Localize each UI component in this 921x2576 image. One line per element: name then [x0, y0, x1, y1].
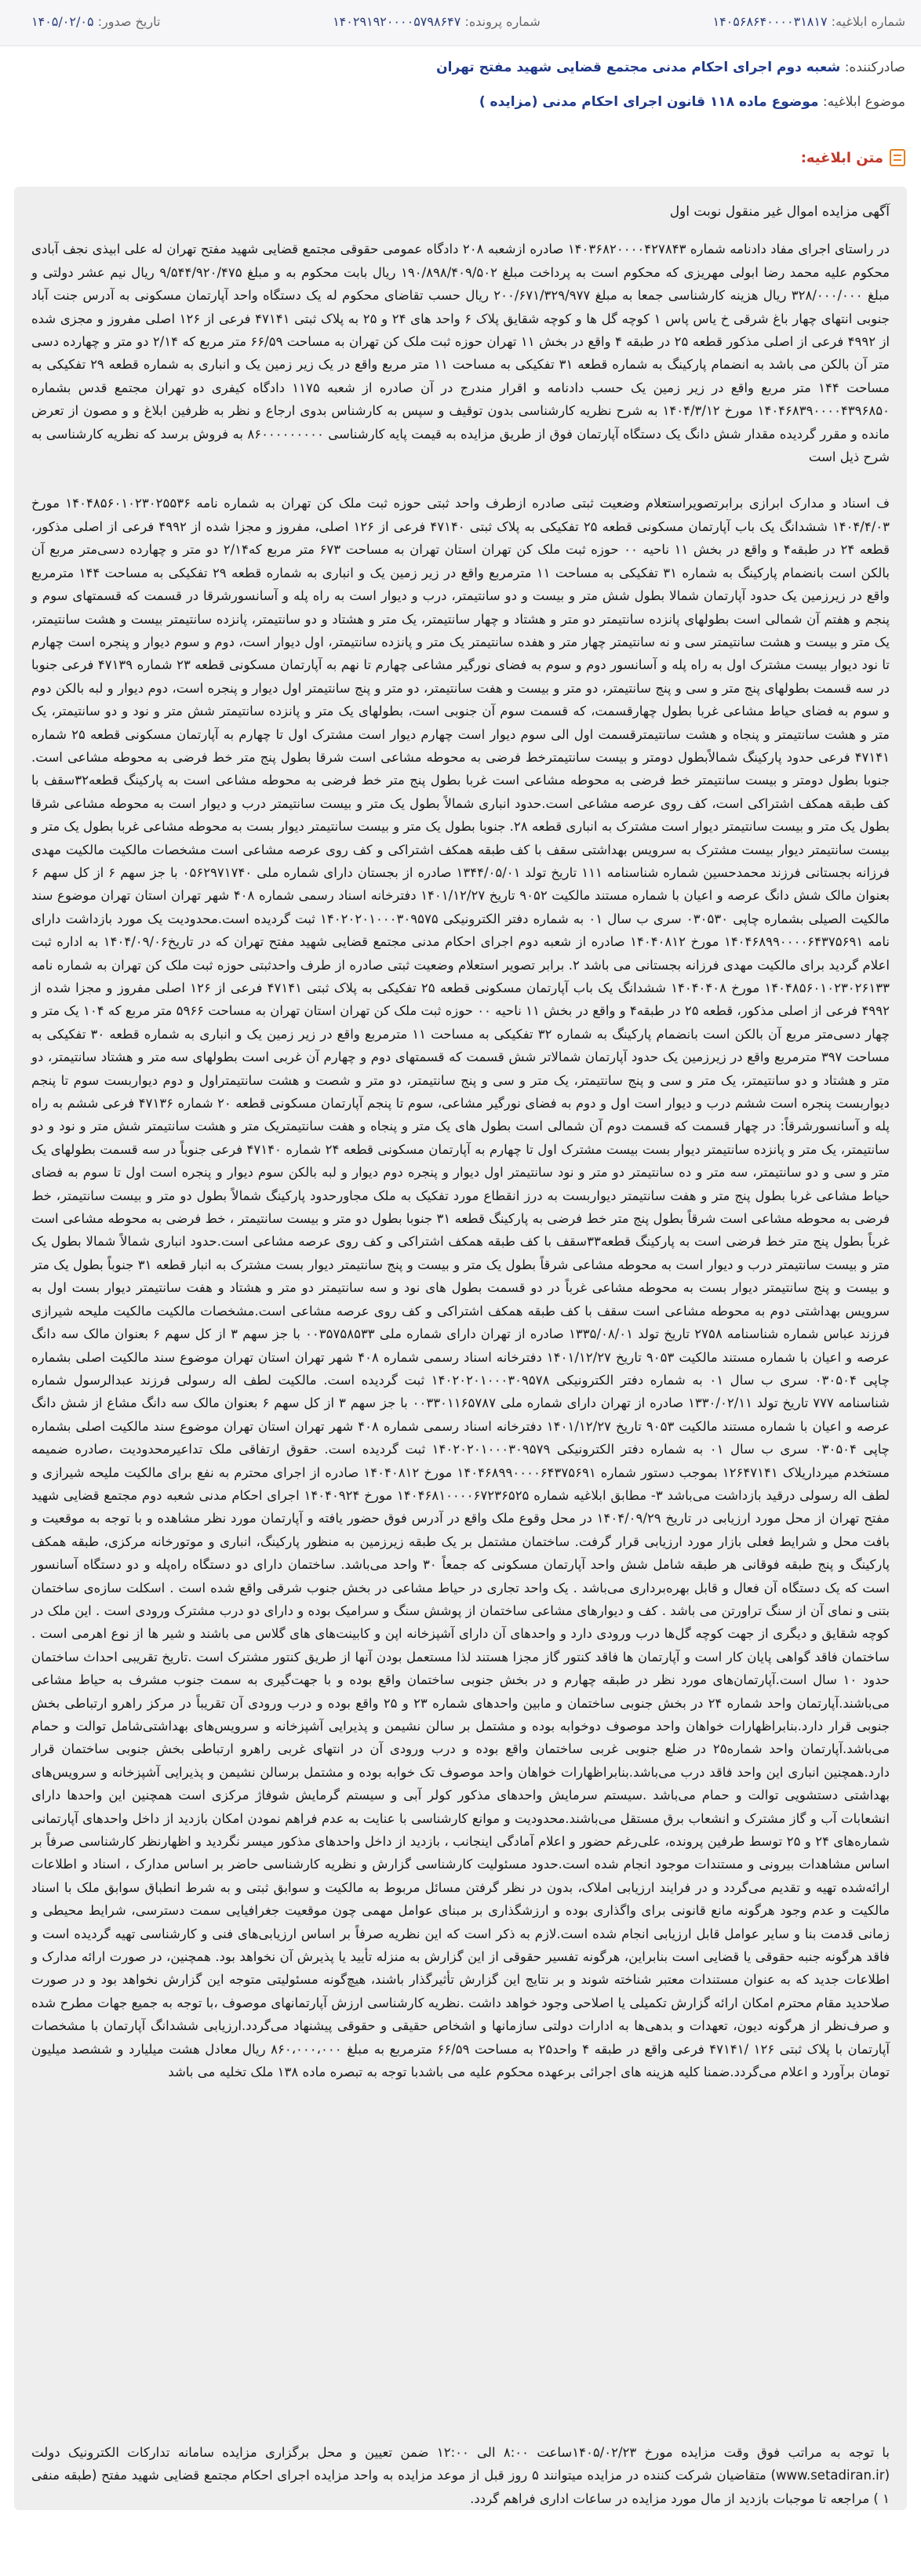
- case-number-value: ۱۴۰۲۹۱۹۲۰۰۰۰۵۷۹۸۶۴۷: [333, 14, 461, 29]
- subject-label: موضوع ابلاغیه:: [822, 94, 905, 110]
- issuer-value: شعبه دوم اجرای احکام مدنی مجتمع قضایی شهید مفتح تهران: [436, 60, 841, 75]
- issuer-line: [436, 60, 905, 75]
- issue-date: [31, 14, 160, 29]
- issue-date-value: ۱۴۰۵/۰۲/۰۵: [31, 14, 94, 29]
- notice-number-label: شماره ابلاغیه:: [831, 14, 905, 29]
- notice-body-card: [14, 187, 907, 2510]
- document-icon: [890, 149, 905, 166]
- subject-line: [479, 94, 905, 110]
- paragraph-2: ف اسناد و مدارک ابرازی برابرتصویراستعلام وضعیت ثبتی صادره ازطرف واحد ثبتی حوزه ثبت ملک کن تهران به شماره نامه ۱۴۰۴۸۵۶۰۱۰۲۳۰۲۵۵۳۶ مورخ ۱۴۰۴/۴/۰۳ ششدانگ یک باب آپارتمان مسکونی قطعه ۲۵ تفکیکی به پلاک ثبتی ۴۷۱۴۰ فرعی از ۱۲۶ اصلی، مفروز و مجزا شده از ۴۹۹۲ فرعی از اصلی مذکور، قطعه ۲۴ در طبقه۴ و واقع در بخش ۱۱ ناحیه ۰۰ حوزه ثبت ملک کن تهران استان تهران به مساحت ۶۷۳ متر مربع که۲/۱۴ دو متر و چهارده دسی‌متر مربع آن بالکن است بانضمام پارکینگ به شماره ۳۱ تفکیکی به مساحت ۱۱ مترمربع واقع در زیر زمین یک و انباری به شماره قطعه ۲۹ تفکیکی به مساحت ۱۴۴ مترمربع واقع در زیرزمین یک حدود آپارتمان شمالا بطول شش متر و بیست و دو سانتیمتر، درب و دیوار است به راه پله و آسانسورشرقا در قسمت که قسمتهای سوم و پنجم و هفتم آن شمالی است بطولهای پانزده سانتیمتر دو متر و هشتاد و چهار سانتیمتر، یک متر و هشتاد و دو سانتیمتر، پانزده سانتیمتر بیست و هشت سانتیمتر، یک متر و بیست و هشت سانتیمتر سی و نه سانتیمتر چهار متر و هفده سانتیمتر یک متر و پانزده سانتیمتر، اول دیوار است، دوم و سوم دیوار و پنجره است چهارم تا نود دیوار بیست مشترک اول به راه پله و آسانسور دوم و سوم به فضای نورگیر مشاعی چهارم تا نهم به آپارتمان مسکونی قطعه ۲۳ شماره ۴۷۱۳۹ فرعی جنوبا در سه قسمت بطولهای پنج متر و سی و پنج سانتیمتر، دو متر و بیست و هفت سانتیمتر، دو متر و پنج سانتیمتر اول دیوار و پنجره است، دوم دیوار و لبه بالکن دوم و سوم به فضای حیاط مشاعی غربا بطول چهارقسمت، که قسمت سوم آن جنوبی است، بطولهای یک متر و پانزده سانتیمتر شش متر و نود و دو سانتیمتر، یک متر و هشت سانتیمتر و پنجاه و هشت سانتیمترقسمت اول الی سوم دیوار است چهارم دیوار است مشترک اول تا چهارم به آپارتمان مسکونی قطعه ۲۵ شماره ۴۷۱۴۱ فرعی حدود پارکینگ شمالاًبطول دومتر و بیست سانتیمترخط فرضی به محوطه مشاعی است شرقا بطول پنج متر خط فرضی به محوطه مشاعی است. جنوبا بطول دومتر و بیست سانتیمتر خط فرضی به محوطه مشاعی است غربا بطول پنج متر خط فرضی به محوطه مشاعی است به پارکینگ قطعه۳۲سقف با کف طبقه همکف اشتراکی است، کف روی عرصه مشاعی است.حدود انباری شمالاً بطول یک متر و بیست سانتیمتر درب و دیوار است به محوطه مشاعی شرقا بطول یک متر و بیست سانتیمتر دیوار است مشترک به انباری قطعه ۲۸. جنوبا بطول یک متر و بیست سانتیمتر دیوار بست به محوطه مشاعی غربا بطول یک متر و بیست سانتیمتر دیوار بیست مشترک به سرویس بهداشتی سقف با کف طبقه همکف اشتراکی و کف روی عرصه مشاعی است مشخصات مالکیت مالکیت مهدی فرزانه بجستانی فرزند محمدحسین شماره شناسنامه ۱۱۱ تاریخ تولد ۱۳۴۴/۰۵/۰۱ صادره از بجستان دارای شماره ملی ۰۵۶۲۹۷۱۷۴۰ با جز سهم ۶ از کل سهم ۶ بعنوان مالک شش دانگ عرصه و اعیان با شماره مستند مالکیت ۹۰۵۲ تاریخ ۱۴۰۱/۱۲/۲۷ دفترخانه اسناد رسمی شماره ۴۰۸ شهر تهران استان تهران موضوع سند مالکیت الصیلی بشماره چاپی ۰۳۰۵۳۰ سری ب سال ۰۱ به شماره دفتر الکترونیکی ۱۴۰۲۰۲۰۱۰۰۰۳۰۹۵۷۵ ثبت گردیده است.محدودیت یک مورد بازداشت دارای نامه ۱۴۰۴۶۸۹۹۰۰۰۰۶۴۳۷۵۶۹۱ مورخ ۱۴۰۴۰۸۱۲ صادره از شعبه دوم اجرای احکام مدنی مجتمع قضایی شهید مفتح تهران که در تاریخ۱۴۰۴/۰۹/۰۶ به اداره ثبت اعلام گردید برای مالکیت مهدی فرزانه بجستانی می باشد ۲. برابر تصویر استعلام وضعیت ثبتی صادره از طرف واحدثبتی حوزه ثبت ملک کن تهران به شماره نامه ۱۴۰۴۸۵۶۰۱۰۲۳۰۲۶۱۳۳ مورخ ۱۴۰۴۰۴۰۸ ششدانگ یک باب آپارتمان مسکونی قطعه ۲۵ تفکیکی به پلاک ثبتی ۴۷۱۴۱ فرعی از ۱۲۶ اصلی مفروز و مجزا شده از ۴۹۹۲ فرعی از اصلی مذکور، قطعه ۲۵ در طبقه۴ و واقع در بخش ۱۱ ناحیه ۰۰ حوزه ثبت ملک کن تهران استان تهران به مساحت ۵۹۶۶ متر مربع که ۱۰۴ یک متر و چهار دسی‌متر مربع آن بالکن است بانضمام پارکینگ به شماره ۳۲ تفکیکی به مساحت ۱۱ مترمربع واقع در زیر زمین یک و انباری به شماره قطعه ۳۰ تفکیکی به مساحت ۳۹۷ مترمربع واقع در زیرزمین یک حدود آپارتمان شمالاتر شش قسمت که قسمتهای دوم و چهارم آن غربی است بطولهای سه متر و هشتاد سانتیمتر، دو متر و هشتاد و دو سانتیمتر، یک متر و سی و پنج سانتیمتر، یک متر و سی و پنج سانتیمتر، دو متر و شصت و هشت سانتیمتراول و دوم دیواربست سوم تا پنجم دیواربست پنجره است ششم درب و دیوار است اول و دوم به فضای نورگیر مشاعی، سوم تا پنجم آپارتمان مسکونی قطعه ۲۰ شماره ۴۷۱۳۶ فرعی ششم به راه پله و آسانسورشرقاً: در چهار قسمت که قسمت دوم آن شمالی است بطول های یک متر و پنجاه و هفت سانتیمتریک متر و هشت سانتیمتر شش متر و نود و دو سانتیمتر، یک متر و پانزده سانتیمتر دیوار بست بیست مشترک اول تا چهارم به آپارتمان مسکونی قطعه ۲۴ شماره ۴۷۱۴۰ فرعی جنوباً در سه قسمت بطولهای یک متر و سی و دو سانتیمتر، سه متر و ده سانتیمتر دو متر و نود سانتیمتر اول دیوار و پنجره دوم دیوار و لبه بالکن سوم دیوار و پنجره است اول تا سوم به فضای حیاط مشاعی غربا بطول پنج متر و هفت سانتیمتر دیواربست به درز انقطاع مورد تفکیک به ملک مجاورحدود پارکینگ شمالاً بطول دو متر و بیست سانتیمتر، خط فرضی به محوطه مشاعی است شرقاً بطول پنج متر خط فرضی به پارکینگ قطعه ۳۱ جنوبا بطول دو متر و بیست سانتیمتر ، خط فرضی به محوطه مشاعی است غرباً بطول پنج متر خط فرضی است به پارکینگ قطعه۳۳سقف با کف طبقه همکف اشتراکی و کف روی عرصه مشاعی است.حدود انباری شمالاً شمالا بطول یک متر و بیست سانتیمتر درب و دیوار است به محوطه مشاعی شرقاً بطول یک متر و بیست و پنج سانتیمتر دیوار بست مشترک به انبار قطعه ۳۱ جنوباً بطول یک متر و بیست و پنج سانتیمتر دیوار بست به محوطه مشاعی غرباً در دو قسمت بطول های نود و سه سانتیمتر دو متر و هشتاد و هفت سانتیمتر دیوار بست اول به سرویس بهداشتی دوم به محوطه مشاعی است سقف با کف طبقه همکف اشتراکی و کف روی عرصه مشاعی است.مشخصات مالکیت مالکیت ملیحه شیرازی فرزند عباس شماره شناسنامه ۲۷۵۸ تاریخ تولد ۱۳۳۵/۰۸/۰۱ صادره از تهران دارای شماره ملی ۰۰۳۵۷۵۸۵۳۳ با جز سهم ۳ از کل سهم ۶ بعنوان مالک سه دانگ عرصه و اعیان با شماره مستند مالکیت ۹۰۵۳ تاریخ ۱۴۰۱/۱۲/۲۷ دفترخانه اسناد رسمی شماره ۴۰۸ شهر تهران استان تهران موضوع سند مالکیت اصلی بشماره چاپی ۰۳۰۵۰۴ سری ب سال ۰۱ به شماره دفتر الکترونیکی ۱۴۰۲۰۲۰۱۰۰۰۳۰۹۵۷۸ ثبت گردیده است. مالکیت لطف اله رسولی فرزند عبدالرسول شماره شناسنامه ۷۷۷ تاریخ تولد ۱۳۳۰/۰۲/۱۱ صادره از تهران دارای شماره ملی ۰۰۳۳۰۱۱۶۵۷۸۷ با جز سهم ۳ از کل سهم ۶ بعنوان مالک سه دانگ مشاع از شش دانگ عرصه و اعیان با شماره مستند مالکیت ۹۰۵۳ تاریخ ۱۴۰۱/۱۲/۲۷ دفترخانه اسناد رسمی شماره ۴۰۸ شهر تهران استان تهران موضوع سند مالکیت اصلی بشماره چاپی ۰۳۰۵۰۴ سری ب سال ۰۱ به شماره دفتر الکترونیکی ۱۴۰۲۰۲۰۱۰۰۰۳۰۹۵۷۹ ثبت گردیده است. حقوق ارتفاقی ملک تداعیرمحدودیت ،صادره ضمیمه مستخدم میرداریلاک ۱۲۶۴۷۱۴۱ بموجب دستور شماره ۱۴۰۴۶۸۹۹۰۰۰۰۶۴۳۷۵۶۹۱ مورخ ۱۴۰۴۰۸۱۲ صادره از اجرای محترم به نفع برای مالکیت ملیحه شیرازی و لطف اله رسولی درقید بازداشت می‌باشد ۳- مطابق ابلاغیه شماره ۱۴۰۴۶۸۱۰۰۰۰۶۷۲۳۶۵۲۵ مورخ ۱۴۰۴۰۹۲۴ اجرای احکام مدنی شعبه دوم مجتمع قضایی شهید مفتح تهران از محل مورد ارزیابی در تاریخ ۱۴۰۴/۰۹/۲۹ در محل وقوع ملک واقع در آدرس فوق حضور یافته و آپارتمان مورد نظر مشاهده و با توجه به موقعیت و بافت محل و شرایط فعلی بازار مورد ارزیابی قرار گرفت. ساختمان مشتمل بر یک طبقه زیرزمین به منظور پارکینگ، انباری و موتورخانه مرکزی، طبقه همکف پارکینگ و پنج طبقه فوقانی هر طبقه شامل شش واحد آپارتمان مسکونی که جمعاً ۳۰ واحد می‌باشد. ساختمان دارای دو دستگاه راه‌پله و دو دستگاه آسانسور است که یک دستگاه آن فعال و قابل بهره‌برداری می‌باشد . یک واحد تجاری در حیاط مشاعی در بخش جنوب شرقی واقع شده است . اسکلت سازه‌ی ساختمان بتنی و نمای آن از سنگ تراورتن می باشد . کف و دیوارهای مشاعی ساختمان از پوشش سنگ و سرامیک بوده و دارای دو درب مشترک ورودی است . این ملک در کوچه شقایق و دیگری از جهت کوچه گل‌ها درب ورودی دارد و واحدهای آن دارای آشپزخانه اپن و کابینت‌های های گلاس می باشند و شیر ها از نوع اهرمی است . ساختمان فاقد گواهی پایان کار است و آپارتمان ها فاقد کنتور گاز مجزا هستند لذا مستعمل بودن آنها از طریق کنتور مشترک است .تاریخ تقریبی احداث ساختمان حدود ۱۰ سال است.آپارتمان‌های مورد نظر در طبقه چهارم و در بخش جنوبی ساختمان واقع بوده و با جهت‌گیری به سمت جنوب مشرف به حیاط مشاعی می‌باشند.آپارتمان واحد شماره ۲۴ در بخش جنوبی ساختمان و مابین واحدهای شماره ۲۳ و ۲۵ واقع بوده و درب ورودی آن تقریباً در مرکز راهرو ارتباطی بخش جنوبی قرار دارد.بنابراظهارات خواهان واحد موصوف دوخوابه بوده و مشتمل بر سالن نشیمن و پذیرایی آشپزخانه و سرویس‌های بهداشتی‌شامل توالت و حمام می‌باشد.آپارتمان واحد شماره۲۵ در ضلع جنوبی‌ غربی ساختمان واقع بوده و درب ورودی آن در انتهای غربی راهرو ارتباطی بخش جنوبی ساختمان قرار دارد.همچنین انباری این واحد فاقد درب می‌باشد.بنابراظهارات خواهان واحد موصوف تک خوابه بوده و مشتمل برسالن نشیمن و پذیرایی آشپزخانه و سرویس‌های بهداشتی دستشویی توالت و حمام می‌باشد .سیستم سرمایش واحدهای مذکور کولر آبی و سیستم گرمایش شوفاژ مرکزی است همچنین این واحدها دارای انشعابات آب و گاز مشترک و انشعاب برق مستقل می‌باشند.محدودیت و موانع کارشناسی با عنایت به عدم فراهم نمودن امکان بازدید از داخل واحدهای آپارتمانی شماره‌های ۲۴ و ۲۵ توسط طرفین پرونده، علی‌رغم حضور و اعلام آمادگی اینجانب ، بازدید از داخل واحدهای مذکور میسر نگردید و اظهارنظر کارشناسی صرفاً بر اساس مشاهدات بیرونی و مستندات موجود انجام شده است.حدود مسئولیت کارشناسی گزارش و نظریه کارشناسی حاضر بر اساس مدارک ، اسناد و اطلاعات ارائه‌شده تهیه و تقدیم می‌گردد و در فرایند ارزیابی املاک، بدون در نظر گرفتن مسائل مربوط به مالکیت و سوابق ثبتی و به شرط انطباق سوابق ملک با اسناد مالکیت و عدم وجود هرگونه مانع قانونی برای واگذاری بوده و ارزشگذاری بر مبنای عوامل مهمی چون موقعیت جغرافیایی سمت دسترسی، شرایط محیطی و زمانی قدمت بنا و سایر عوامل قابل ارزیابی انجام شده است.لازم به ذکر است که این نظریه صرفاً بر اساس ارزیابی‌های فنی و کارشناسی تهیه گردیده است و فاقد هرگونه جنبه حقوقی یا قضایی است بنابراین، هرگونه تفسیر حقوقی از این گزارش به منزله تأیید یا پذیرش آن نخواهد بود. همچنین، در صورت ارائه مدارک و اطلاعات جدید که به عنوان مستندات معتبر شناخته شوند و بر نتایج این گزارش تأثیرگذار باشند، هیچ‌گونه مسئولیتی متوجه این گزارش نخواهد بود و در صورت صلاحدید مقام محترم امکان ارائه گزارش تکمیلی یا اصلاحی وجود خواهد داشت .نظریه کارشناسی ارزش آپارتمانهای موصوف ،با توجه به جمیع جهات مطرح شده و صرف‌نظر از هرگونه دیون، تعهدات و بدهی‌ها به ادارات دولتی سازمانها و اشخاص حقیقی و حقوقی پیشنهاد می‌گردد.ارزیابی ششدانگ آپارتمان با مشخصات آپارتمان با پلاک ثبتی ۱۲۶ /۴۷۱۴۱ فرعی واقع در طبقه ۴ واحد۲۵ به مساحت ۶۶/۵۹ مترمربع به مبلغ ۸۶۰،۰۰۰،۰۰۰ ریال معادل هشت میلیارد و ششصد میلیون تومان برآورد و اعلام می‌گردد.ضمنا کلیه هزینه های اجرائی برعهده محکوم علیه می باشدبا توجه به تبصره ماده ۱۳۸ ملک تخلیه می باشد: [31, 496, 890, 2080]
- notice-text-heading: [801, 149, 905, 166]
- notice-header: [0, 0, 921, 46]
- notice-meta-row: [31, 14, 905, 29]
- auction-title: آگهی مزایده اموال غیر منقول نوبت اول: [669, 204, 890, 220]
- subject-value: موضوع ماده ۱۱۸ قانون اجرای احکام مدنی (مزایده ): [479, 94, 819, 110]
- case-number-label: شماره پرونده:: [464, 14, 541, 29]
- notice-number: [712, 14, 905, 29]
- notice-text-heading-label: متن ابلاغیه:: [800, 149, 883, 166]
- issuer-label: صادرکننده:: [844, 60, 905, 75]
- paragraph-1: در راستای اجرای مفاد دادنامه شماره ۱۴۰۳۶۸۲۰۰۰۰۴۲۷۸۴۳ صادره ازشعبه ۲۰۸ دادگاه عمومی حقوقی مجتمع قضایی شهید مفتح تهران له علی ابیذی نجف آبادی محکوم علیه محمد رضا ابولی مهریزی که محکوم است به پرداخت مبلغ ۱۹۰/۸۹۸/۴۰۹/۵۰۲ ریال بابت محکوم به و مبلغ ۹/۵۴۴/۹۲۰/۴۷۵ ریال نیم عشر دولتی و مبلغ ۳۲۸/۰۰۰/۰۰۰ ریال هزینه کارشناسی جمعا به مبلغ ۲۰۰/۶۷۱/۳۲۹/۹۷۷ ریال حسب تقاضای محکوم له یک دستگاه واحد آپارتمان مسکونی به آدرس جنت آباد جنوبی انتهای چهار باغ شرقی خ یاس پاس ۱ کوچه گل ها و کوچه شقایق پلاک ۶ واحد های ۲۴ و ۲۵ به پلاک ثبتی ۴۷۱۴۱ فرعی از ۱۲۶ اصلی مفروز و مجزی شده از ۴۹۹۲ فرعی از اصلی مذکور قطعه ۲۵ در طبقه ۴ واقع در بخش ۱۱ تهران حوزه ثبت ملک کن تهران به مساحت ۶۶/۵۹ متر مربع که ۲/۱۴ دو متر و چهارده دسی متر آن بالکن می باشد به انضمام پارکینگ به شماره قطعه ۳۱ تفکیکی به مساحت ۱۱ متر مربع واقع در یک زیر زمین یک و انباری به شماره قطعه ۲۹ تفکیکی به مساحت ۱۴۴ متر مربع واقع در زیر زمین یک حسب دادنامه و اقرار مندرج در آن صادره از شعبه ۱۱۷۵ دادگاه کیفری دو تهران مجتمع قدس بشماره ۱۴۰۴۶۸۳۹۰۰۰۰۴۳۹۶۸۵۰ مورخ ۱۴۰۴/۳/۱۲ به شرح نظریه کارشناسی بدون توقیف و سپس به کارشناس بدوی ارجاع و نظر به ظرفین ابلاغ و و مصون از تعرض مانده و مقرر گردیده مقدار شش دانگ یک دستگاه آپارتمان فوق از طریق مزایده به قیمت پایه کارشناسی ۸۶۰۰۰۰۰۰۰۰۰ به فروش برسد که نظریه کارشناسی به شرح ذیل است: [31, 242, 890, 465]
- notice-body: [31, 201, 890, 2108]
- issue-date-label: تاریخ صدور:: [97, 14, 161, 29]
- notice-number-value: ۱۴۰۵۶۸۶۴۰۰۰۰۳۱۸۱۷: [712, 14, 828, 29]
- auction-schedule-paragraph: با توجه به مراتب فوق وقت مزایده مورخ ۱۴۰۵/۰۲/۲۳ساعت ۸:۰۰ الی ۱۲:۰۰ ضمن تعیین و محل برگزاری مزایده سامانه تدارکات الکترونیک دولت (www.setadiran.ir) متقاضیان شرکت کننده در مزایده میتوانند ۵ روز قبل از موعد مزایده به واحد مزایده اجرای احکام مجتمع قضایی شهید مفتح (طبقه منفی ۱ ) مراجعه تا موجبات بازدید از مال مورد مزایده در ساعات اداری فراهم گردد.: [31, 2444, 890, 2506]
- case-number: [333, 14, 541, 29]
